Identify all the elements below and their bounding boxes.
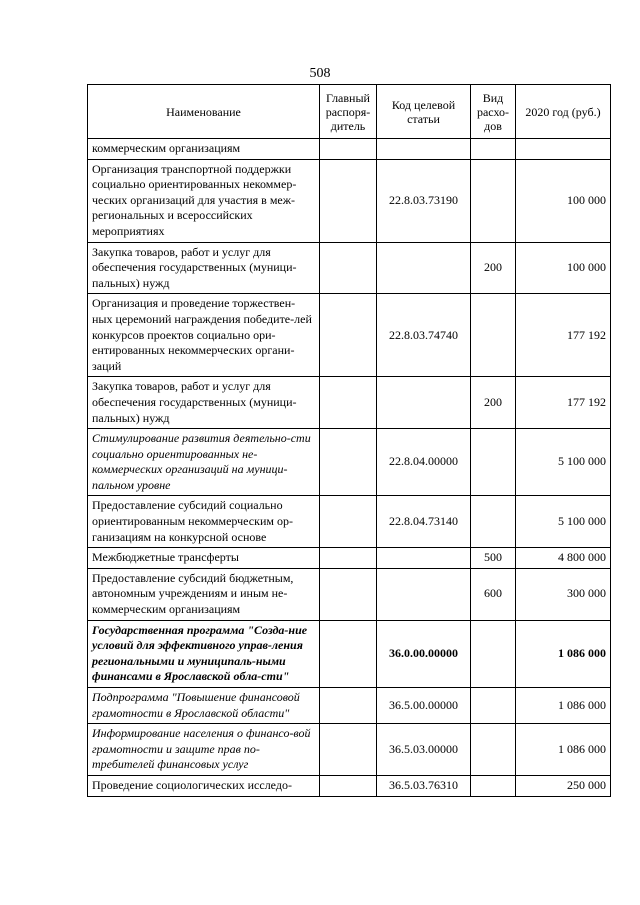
cell-code: 36.5.00.00000 bbox=[377, 688, 471, 724]
table-row bbox=[88, 139, 611, 160]
cell-admin bbox=[320, 377, 377, 429]
cell-code: 22.8.04.00000 bbox=[377, 429, 471, 496]
table-row bbox=[88, 548, 611, 569]
cell-admin bbox=[320, 688, 377, 724]
cell-admin bbox=[320, 159, 377, 242]
cell-admin bbox=[320, 548, 377, 569]
cell-code bbox=[377, 377, 471, 429]
cell-name: Государственная программа "Созда-ние условий для эффективного управ-ления региональными и муниципаль-ными финансами в Ярославской обла-сти" bbox=[88, 620, 320, 687]
cell-amount: 4 800 000 bbox=[516, 548, 611, 569]
cell-code bbox=[377, 548, 471, 569]
cell-admin bbox=[320, 496, 377, 548]
cell-name: Закупка товаров, работ и услуг для обеспечения государственных (муници-пальных) нужд bbox=[88, 242, 320, 294]
cell-amount: 300 000 bbox=[516, 568, 611, 620]
cell-code bbox=[377, 139, 471, 160]
cell-name: Организация и проведение торжествен-ных церемоний награждения победите-лей конкурсов проектов социально ори-ентированных некоммерческих органи-заций bbox=[88, 294, 320, 377]
cell-name: Межбюджетные трансферты bbox=[88, 548, 320, 569]
budget-table bbox=[87, 84, 611, 797]
cell-name: Стимулирование развития деятельно-сти социально ориентированных не-коммерческих организаций на муници-пальном уровне bbox=[88, 429, 320, 496]
table-row bbox=[88, 242, 611, 294]
cell-kind bbox=[471, 139, 516, 160]
cell-code: 36.0.00.00000 bbox=[377, 620, 471, 687]
cell-code bbox=[377, 242, 471, 294]
cell-amount: 100 000 bbox=[516, 242, 611, 294]
table-row bbox=[88, 159, 611, 242]
header-amount: 2020 год (руб.) bbox=[516, 85, 611, 139]
table-row bbox=[88, 429, 611, 496]
cell-amount: 5 100 000 bbox=[516, 429, 611, 496]
cell-code: 22.8.03.74740 bbox=[377, 294, 471, 377]
cell-code: 36.5.03.00000 bbox=[377, 724, 471, 776]
cell-amount: 100 000 bbox=[516, 159, 611, 242]
cell-kind bbox=[471, 620, 516, 687]
cell-code: 22.8.03.73190 bbox=[377, 159, 471, 242]
cell-kind: 500 bbox=[471, 548, 516, 569]
header-code: Код целевой статьи bbox=[377, 85, 471, 139]
table-row bbox=[88, 775, 611, 796]
cell-amount: 1 086 000 bbox=[516, 724, 611, 776]
cell-amount bbox=[516, 139, 611, 160]
cell-kind bbox=[471, 159, 516, 242]
cell-admin bbox=[320, 775, 377, 796]
cell-admin bbox=[320, 429, 377, 496]
cell-name: Проведение социологических исследо- bbox=[88, 775, 320, 796]
cell-name: Предоставление субсидий социально ориентированным некоммерческим ор-ганизациям на конкурсной основе bbox=[88, 496, 320, 548]
cell-amount: 250 000 bbox=[516, 775, 611, 796]
cell-amount: 5 100 000 bbox=[516, 496, 611, 548]
cell-kind bbox=[471, 429, 516, 496]
cell-kind bbox=[471, 775, 516, 796]
cell-amount: 1 086 000 bbox=[516, 620, 611, 687]
cell-kind: 200 bbox=[471, 242, 516, 294]
cell-admin bbox=[320, 724, 377, 776]
header-kind: Вид расхо-дов bbox=[471, 85, 516, 139]
table-row bbox=[88, 688, 611, 724]
header-admin: Главный распоря-дитель bbox=[320, 85, 377, 139]
cell-amount: 1 086 000 bbox=[516, 688, 611, 724]
header-name: Наименование bbox=[88, 85, 320, 139]
cell-kind: 600 bbox=[471, 568, 516, 620]
cell-kind bbox=[471, 688, 516, 724]
cell-admin bbox=[320, 568, 377, 620]
page-number: 508 bbox=[309, 66, 331, 81]
table-row bbox=[88, 620, 611, 687]
cell-name: Организация транспортной поддержки социально ориентированных некоммер-ческих организаций для участия в меж-региональных и всероссийских мероприятиях bbox=[88, 159, 320, 242]
cell-kind bbox=[471, 294, 516, 377]
cell-name: Подпрограмма "Повышение финансовой грамотности в Ярославской области" bbox=[88, 688, 320, 724]
cell-name: коммерческим организациям bbox=[88, 139, 320, 160]
table-row bbox=[88, 496, 611, 548]
cell-amount: 177 192 bbox=[516, 377, 611, 429]
cell-name: Закупка товаров, работ и услуг для обеспечения государственных (муници-пальных) нужд bbox=[88, 377, 320, 429]
cell-code: 36.5.03.76310 bbox=[377, 775, 471, 796]
cell-admin bbox=[320, 620, 377, 687]
cell-name: Предоставление субсидий бюджетным, автономным учреждениям и иным не-коммерческим организациям bbox=[88, 568, 320, 620]
cell-kind bbox=[471, 724, 516, 776]
table-row bbox=[88, 294, 611, 377]
cell-kind bbox=[471, 496, 516, 548]
cell-amount: 177 192 bbox=[516, 294, 611, 377]
cell-kind: 200 bbox=[471, 377, 516, 429]
cell-admin bbox=[320, 294, 377, 377]
table-row bbox=[88, 568, 611, 620]
cell-admin bbox=[320, 242, 377, 294]
table-header-row bbox=[88, 85, 611, 139]
cell-code: 22.8.04.73140 bbox=[377, 496, 471, 548]
table-row bbox=[88, 377, 611, 429]
cell-admin bbox=[320, 139, 377, 160]
cell-code bbox=[377, 568, 471, 620]
cell-name: Информирование населения о финансо-вой грамотности и защите прав по-требителей финансовых услуг bbox=[88, 724, 320, 776]
table-row bbox=[88, 724, 611, 776]
